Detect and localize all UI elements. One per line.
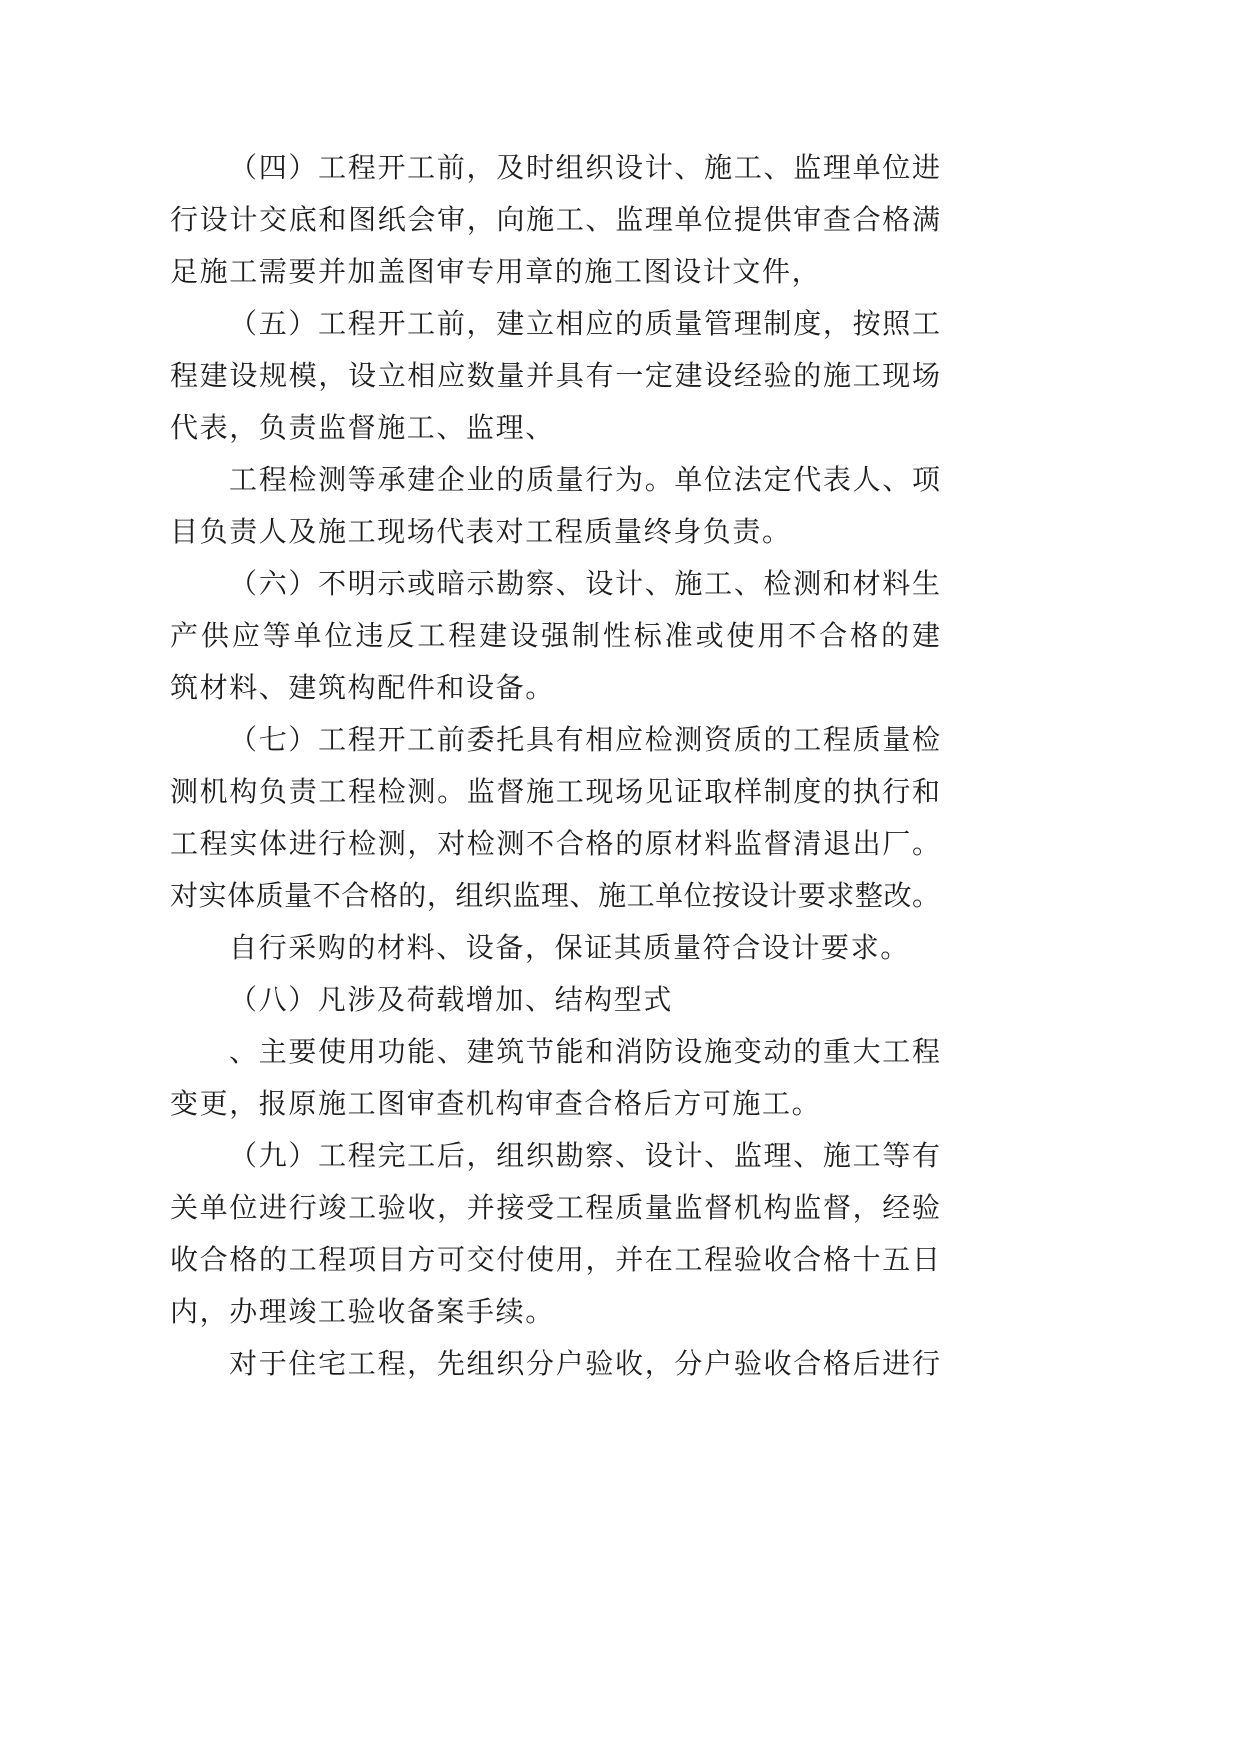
text-line: 自行采购的材料、设备，保证其质量符合设计要求。 [229,931,910,964]
text-line: 工程实体进行检测，对检测不合格的原材料监督清退出厂。 [170,827,940,860]
text-line: （九）工程完工后，组织勘察、设计、监理、施工等有 [229,1139,940,1172]
clause-9-paragraph [170,1130,940,1338]
text-line: 内，办理竣工验收备案手续。 [170,1295,555,1328]
clause-6-paragraph [170,558,940,714]
text-line: 对实体质量不合格的，组织监理、施工单位按设计要求整改。 [170,879,940,912]
text-line: 工程检测等承建企业的质量行为。单位法定代表人、项 [229,463,940,496]
text-line: （六）不明示或暗示勘察、设计、施工、检测和材料生 [229,567,940,600]
text-line: 程建设规模，设立相应数量并具有一定建设经验的施工现场 [170,359,940,392]
clause-8-paragraph [170,974,940,1026]
clause-5-continuation [170,454,940,558]
text-line: 对于住宅工程，先组织分户验收，分户验收合格后进行 [229,1347,940,1380]
residential-acceptance-paragraph [170,1338,940,1390]
text-line: 行设计交底和图纸会审，向施工、监理单位提供审查合格满 [170,203,940,236]
clause-7-continuation [170,922,940,974]
clause-7-paragraph [170,714,940,922]
clause-4-paragraph [170,142,940,298]
text-line: 关单位进行竣工验收，并接受工程质量监督机构监督，经验 [170,1191,940,1224]
text-line: 筑材料、建筑构配件和设备。 [170,671,555,704]
clause-8-continuation [170,1026,940,1130]
text-line: 变更，报原施工图审查机构审查合格后方可施工。 [170,1087,822,1120]
text-line: 产供应等单位违反工程建设强制性标准或使用不合格的建 [170,619,940,652]
document-body [170,142,940,1390]
text-line: 代表，负责监督施工、监理、 [170,411,555,444]
text-line: （四）工程开工前，及时组织设计、施工、监理单位进 [229,151,940,184]
text-line: 测机构负责工程检测。监督施工现场见证取样制度的执行和 [170,775,940,808]
text-line: （五）工程开工前，建立相应的质量管理制度，按照工 [229,307,940,340]
text-line: 收合格的工程项目方可交付使用，并在工程验收合格十五日 [170,1243,940,1276]
clause-5-paragraph [170,298,940,454]
text-line: （八）凡涉及荷载增加、结构型式 [229,983,674,1016]
text-line: （七）工程开工前委托具有相应检测资质的工程质量检 [229,723,940,756]
text-line: 目负责人及施工现场代表对工程质量终身负责。 [170,515,792,548]
text-line: 足施工需要并加盖图审专用章的施工图设计文件， [170,255,822,288]
text-line: 、主要使用功能、建筑节能和消防设施变动的重大工程 [229,1035,940,1068]
